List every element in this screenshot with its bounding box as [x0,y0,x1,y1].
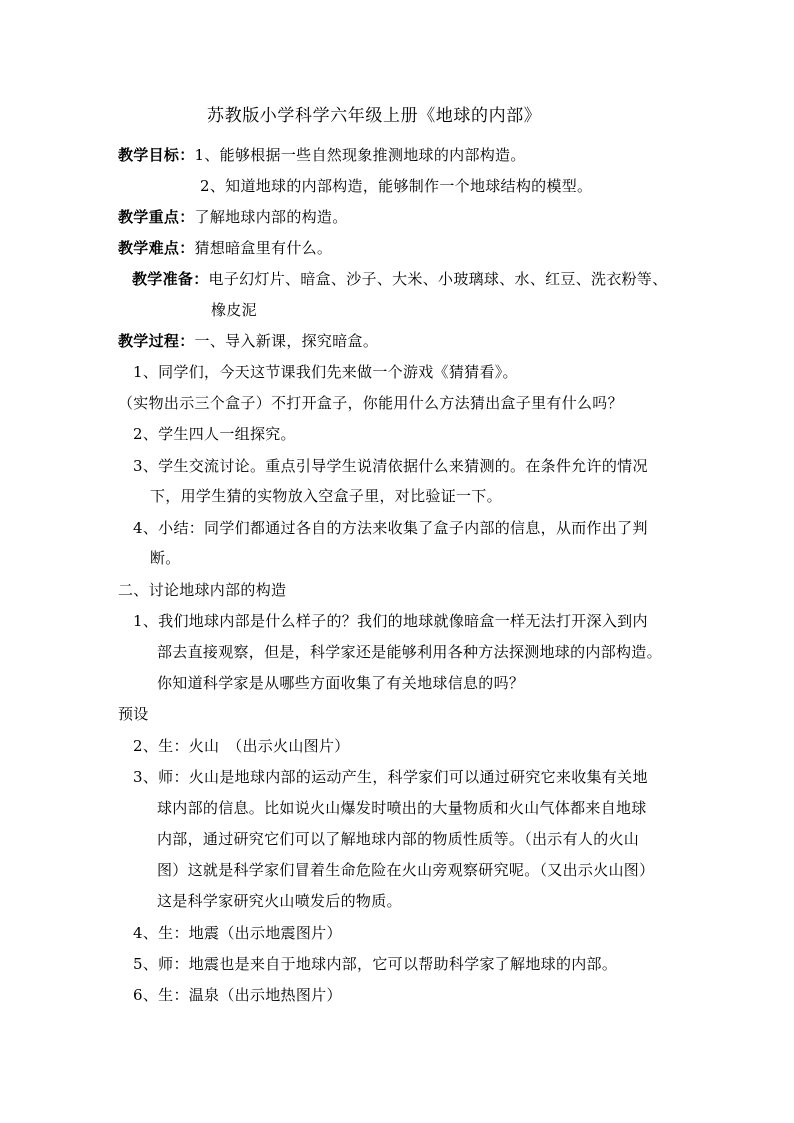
section-2-item-2: 2、生：火山 （出示火山图片） [133,737,350,755]
process-row [118,331,378,351]
preset-label: 预设 [118,705,149,723]
paragraph-2: 2、学生四人一组探究。 [133,425,296,443]
objective-1: 1、能够根据一些自然现象推测地球的内部构造。 [194,146,526,164]
key-point-row [118,207,348,227]
prep-label: 教学准备： [132,270,209,288]
section-2-item-3-line-2: 球内部的信息。比如说火山爆发时喷出的大量物质和火山气体都来自地球 [157,799,647,817]
objectives-row [118,145,526,165]
prep-text-1: 电子幻灯片、暗盒、沙子、大米、小玻璃球、水、红豆、洗衣粉等、 [208,270,668,288]
difficulty-label: 教学难点： [118,239,195,257]
section-2-item-1-line-2: 部去直接观察，但是，科学家还是能够利用各种方法探测地球的内部构造。 [157,643,662,661]
section-2-item-3-line-4: 图）这就是科学家们冒着生命危险在火山旁观察研究呢。（又出示火山图） [157,861,655,879]
section-2-item-3-line-1: 3、师：火山是地球内部的运动产生，科学家们可以通过研究它来收集有关地 [133,768,648,786]
paragraph-1: 1、同学们，今天这节课我们先来做一个游戏《猜猜看》。 [133,363,518,381]
section-2-item-3-line-3: 内部，通过研究它们可以了解地球内部的物质性质等。（出示有人的火山 [157,830,640,848]
prep-row [132,269,668,289]
paragraph-4-line-2: 断。 [150,549,181,567]
process-label: 教学过程： [118,332,195,350]
key-point-label: 教学重点： [118,208,195,226]
section-2-heading: 二、讨论地球内部的构造 [118,581,287,599]
paragraph-1b: （实物出示三个盒子）不打开盒子，你能用什么方法猜出盒子里有什么吗？ [118,394,623,412]
document-title: 苏教版小学科学六年级上册《地球的内部》 [207,106,542,126]
section-2-item-3-line-5: 这是科学家研究火山喷发后的物质。 [157,892,402,910]
objective-2: 2、知道地球的内部构造，能够制作一个地球结构的模型。 [200,177,593,195]
paragraph-4-line-1: 4、小结：同学们都通过各自的方法来收集了盒子内部的信息，从而作出了判 [133,519,648,537]
section-2-item-1-line-3: 你知道科学家是从哪些方面收集了有关地球信息的吗？ [157,674,525,692]
section-2-item-5: 5、师：地震也是来自于地球内部，它可以帮助科学家了解地球的内部。 [133,955,618,973]
paragraph-3-line-2: 下，用学生猜的实物放入空盒子里，对比验证一下。 [150,487,502,505]
section-2-item-4: 4、生：地震（出示地震图片） [133,924,342,942]
section-2-item-6: 6、生：温泉（出示地热图片） [133,986,342,1004]
objectives-label: 教学目标： [118,146,195,164]
paragraph-3-line-1: 3、学生交流讨论。重点引导学生说清依据什么来猜测的。在条件允许的情况 [133,457,648,475]
prep-text-2: 橡皮泥 [211,301,257,319]
difficulty-row [118,238,332,258]
key-point-text: 了解地球内部的构造。 [194,208,348,226]
process-section-1: 一、导入新课，探究暗盒。 [194,332,379,350]
section-2-item-1-line-1: 1、我们地球内部是什么样子的？我们的地球就像暗盒一样无法打开深入到内 [133,612,648,630]
difficulty-text: 猜想暗盒里有什么。 [194,239,333,257]
